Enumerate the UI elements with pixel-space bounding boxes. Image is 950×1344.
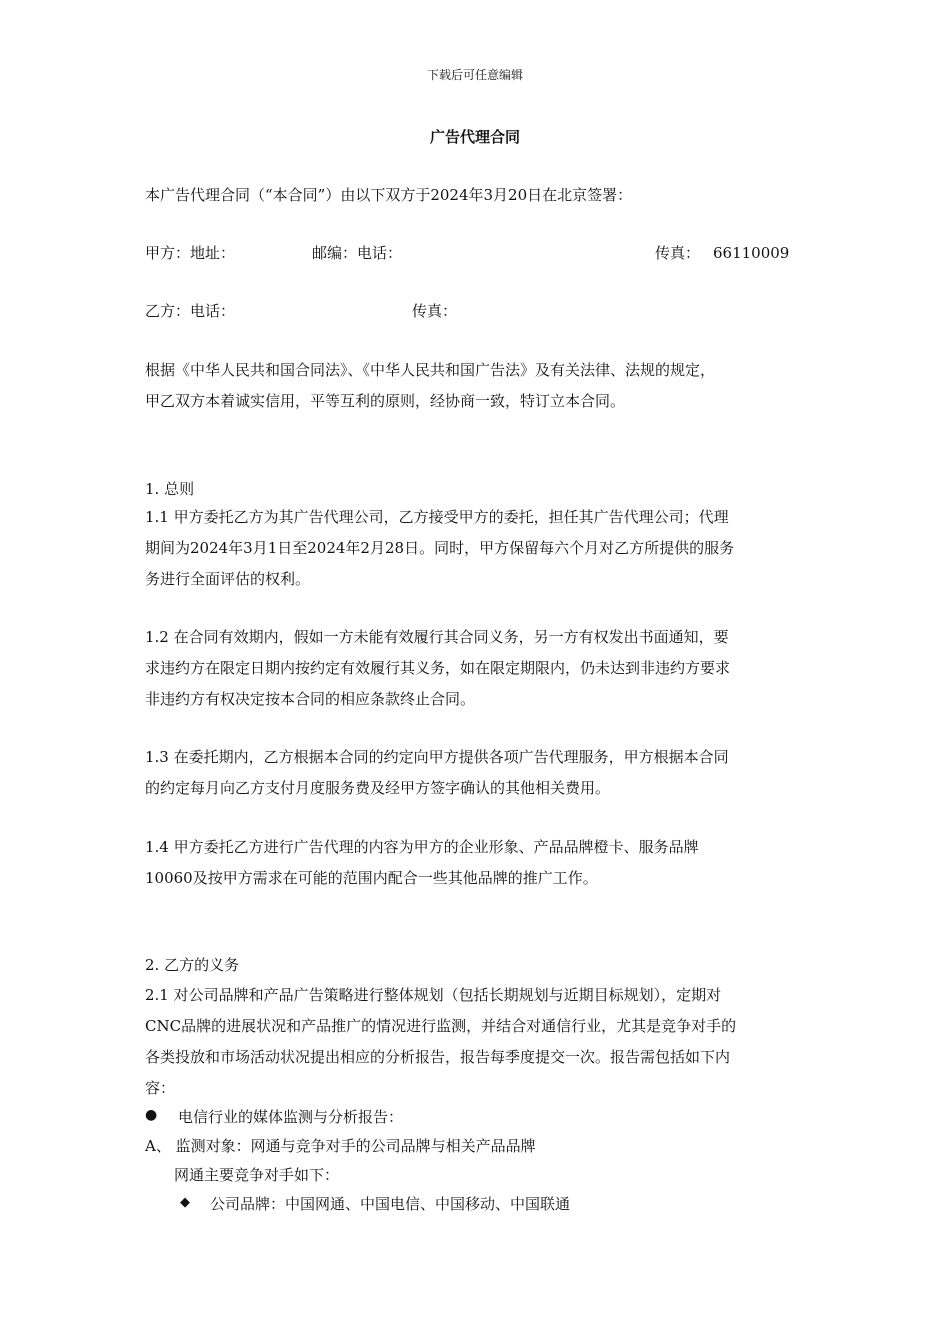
clause-1-1-line: 务进行全面评估的权利。 bbox=[145, 570, 311, 588]
clause-1-4-line: 1.4 甲方委托乙方进行广告代理的内容为甲方的企业形象、产品品牌橙卡、服务品牌 bbox=[145, 838, 699, 856]
download-note: 下载后可任意编辑 bbox=[426, 68, 523, 82]
preamble-line: 根据《中华人民共和国合同法》、《中华人民共和国广告法》及有关法律、法规的规定， bbox=[145, 361, 716, 379]
clause-1-4-line: 10060及按甲方需求在可能的范围内配合一些其他品牌的推广工作。 bbox=[145, 869, 598, 887]
clause-1-3-line: 的约定每月向乙方支付月度服务费及经甲方签字确认的其他相关费用。 bbox=[145, 779, 611, 797]
party-a-address-label: 甲方：地址： bbox=[145, 244, 236, 262]
diamond-bullet-icon: ◆ bbox=[180, 1195, 190, 1210]
bullet-dot-icon: ● bbox=[145, 1107, 158, 1123]
section-1-heading: 1. 总则 bbox=[145, 480, 195, 498]
clause-1-3-line: 1.3 在委托期内，乙方根据本合同的约定向甲方提供各项广告代理服务，甲方根据本合同 bbox=[145, 748, 729, 766]
party-a-fax-value: 66110009 bbox=[713, 244, 790, 262]
clause-1-2-line: 求违约方在限定日期内按约定有效履行其义务，如在限定期限内，仍未达到非违约方要求 bbox=[145, 659, 731, 677]
sub-bullet-text: 公司品牌：中国网通、中国电信、中国移动、中国联通 bbox=[210, 1195, 571, 1213]
party-b-phone-label: 乙方：电话： bbox=[145, 302, 236, 320]
clause-1-2-line: 非违约方有权决定按本合同的相应条款终止合同。 bbox=[145, 690, 476, 708]
party-b-fax-label: 传真： bbox=[412, 302, 458, 320]
clause-1-1-line: 期间为2024年3月1日至2024年2月28日。同时，甲方保留每六个月对乙方所提供的服务 bbox=[145, 539, 735, 557]
clause-2-1-line: 2.1 对公司品牌和产品广告策略进行整体规划（包括长期规划与近期目标规划），定期对 bbox=[145, 986, 722, 1004]
party-a-postcode-phone-label: 邮编：电话： bbox=[312, 244, 403, 262]
item-a-subline: 网通主要竞争对手如下： bbox=[174, 1166, 340, 1184]
clause-2-1-line: 容： bbox=[145, 1079, 176, 1097]
clause-1-1-line: 1.1 甲方委托乙方为其广告代理公司，乙方接受甲方的委托，担任其广告代理公司；代理 bbox=[145, 508, 729, 526]
item-a-text: A、 监测对象：网通与竞争对手的公司品牌与相关产品品牌 bbox=[145, 1137, 536, 1155]
bullet-text: 电信行业的媒体监测与分析报告： bbox=[178, 1108, 404, 1126]
intro-paragraph: 本广告代理合同（“本合同”）由以下双方于2024年3月20日在北京签署： bbox=[145, 186, 633, 204]
document-title: 广告代理合同 bbox=[429, 128, 520, 146]
party-a-fax-label: 传真： bbox=[655, 244, 701, 262]
preamble-line: 甲乙双方本着诚实信用，平等互利的原则，经协商一致，特订立本合同。 bbox=[145, 392, 626, 410]
clause-2-1-line: CNC品牌的进展状况和产品推广的情况进行监测，并结合对通信行业，尤其是竞争对手的 bbox=[145, 1017, 737, 1035]
clause-1-2-line: 1.2 在合同有效期内，假如一方未能有效履行其合同义务，另一方有权发出书面通知，要 bbox=[145, 628, 729, 646]
section-2-heading: 2. 乙方的义务 bbox=[145, 956, 240, 974]
clause-2-1-line: 各类投放和市场活动状况提出相应的分析报告，报告每季度提交一次。报告需包括如下内 bbox=[145, 1048, 731, 1066]
